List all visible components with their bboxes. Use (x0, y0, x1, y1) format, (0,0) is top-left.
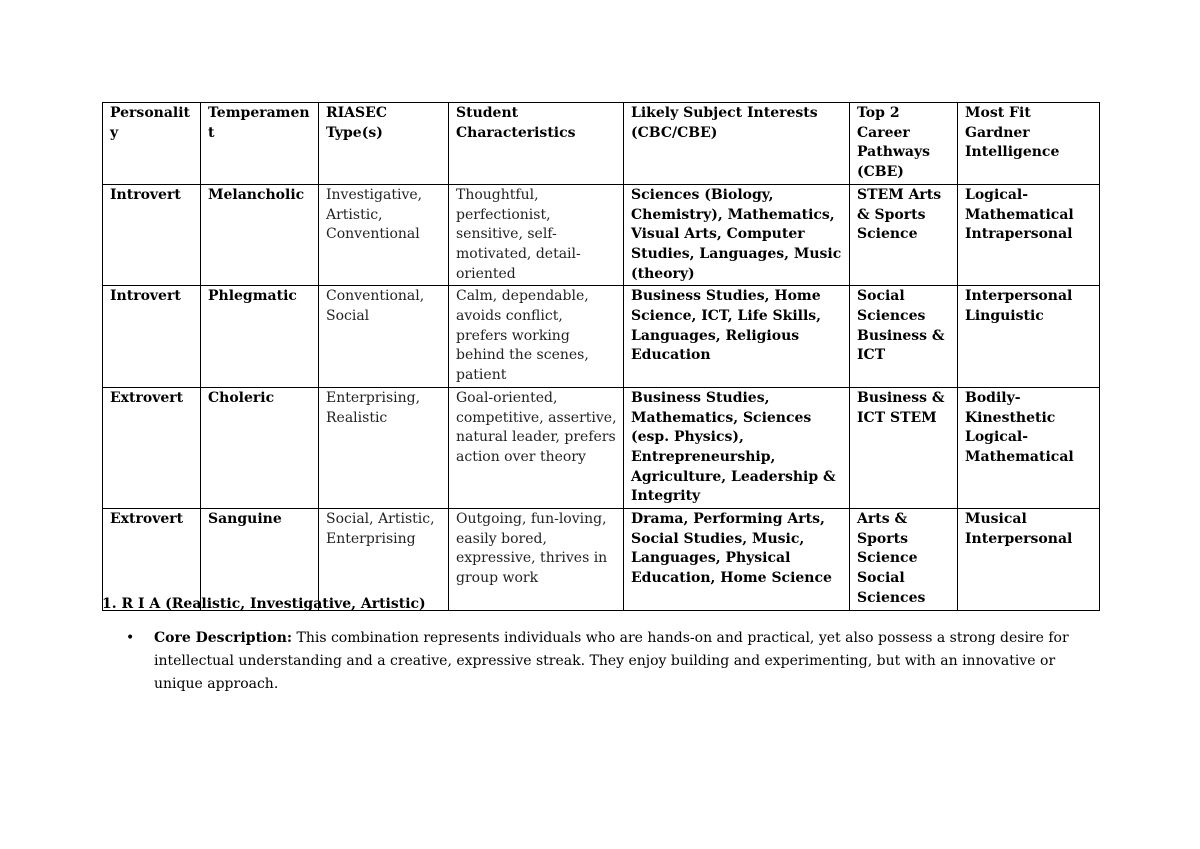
header-gardner: Most Fit Gardner Intelligence (958, 103, 1100, 185)
section-heading: 1. R I A (Realistic, Investigative, Artistic) (102, 596, 426, 612)
bullet-label: Core Description: (154, 630, 293, 646)
header-subjects: Likely Subject Interests (CBC/CBE) (624, 103, 850, 185)
cell-riasec: Enterprising, Realistic (319, 387, 449, 508)
cell-subjects: Drama, Performing Arts, Social Studies, Music, Languages, Physical Education, Home Science (624, 509, 850, 611)
cell-personality: Extrovert (103, 509, 201, 611)
header-characteristics: Student Characteristics (449, 103, 624, 185)
header-personality: Personality (103, 103, 201, 185)
cell-pathways: Social Sciences Business & ICT (850, 286, 958, 388)
table-row (103, 387, 1100, 508)
cell-riasec: Conventional, Social (319, 286, 449, 388)
cell-subjects: Business Studies, Home Science, ICT, Life Skills, Languages, Religious Education (624, 286, 850, 388)
bullet-paragraph (154, 627, 1094, 696)
personality-table (102, 102, 1100, 611)
header-riasec: RIASEC Type(s) (319, 103, 449, 185)
cell-personality: Extrovert (103, 387, 201, 508)
cell-personality: Introvert (103, 286, 201, 388)
cell-characteristics: Thoughtful, perfectionist, sensitive, self-motivated, detail-oriented (449, 184, 624, 286)
cell-riasec: Social, Artistic, Enterprising (319, 509, 449, 611)
header-pathways: Top 2 Career Pathways (CBE) (850, 103, 958, 185)
cell-subjects: Business Studies, Mathematics, Sciences (esp. Physics), Entrepreneurship, Agriculture, Leadership & Integrity (624, 387, 850, 508)
bullet-body: This combination represents individuals who are hands-on and practical, yet also possess a strong desire for intellectual understanding and a creative, expressive streak. They enjoy building and experimenting, but with an innovative or unique approach. (154, 630, 1069, 692)
table-row (103, 286, 1100, 388)
cell-characteristics: Goal-oriented, competitive, assertive, natural leader, prefers action over theory (449, 387, 624, 508)
cell-gardner: Bodily-Kinesthetic Logical-Mathematical (958, 387, 1100, 508)
cell-gardner: Logical-Mathematical Intrapersonal (958, 184, 1100, 286)
cell-pathways: Business & ICT STEM (850, 387, 958, 508)
cell-subjects: Sciences (Biology, Chemistry), Mathematics, Visual Arts, Computer Studies, Languages, Music (theory) (624, 184, 850, 286)
cell-riasec: Investigative, Artistic, Conventional (319, 184, 449, 286)
cell-characteristics: Outgoing, fun-loving, easily bored, expressive, thrives in group work (449, 509, 624, 611)
cell-characteristics: Calm, dependable, avoids conflict, prefers working behind the scenes, patient (449, 286, 624, 388)
cell-pathways: STEM Arts & Sports Science (850, 184, 958, 286)
table-row (103, 184, 1100, 286)
cell-temperament: Sanguine (201, 509, 319, 611)
cell-temperament: Melancholic (201, 184, 319, 286)
cell-gardner: Musical Interpersonal (958, 509, 1100, 611)
table-header-row (103, 103, 1100, 185)
cell-temperament: Choleric (201, 387, 319, 508)
cell-temperament: Phlegmatic (201, 286, 319, 388)
cell-personality: Introvert (103, 184, 201, 286)
cell-gardner: Interpersonal Linguistic (958, 286, 1100, 388)
bullet-icon: • (126, 630, 135, 646)
cell-pathways: Arts & Sports Science Social Sciences (850, 509, 958, 611)
header-temperament: Temperament (201, 103, 319, 185)
